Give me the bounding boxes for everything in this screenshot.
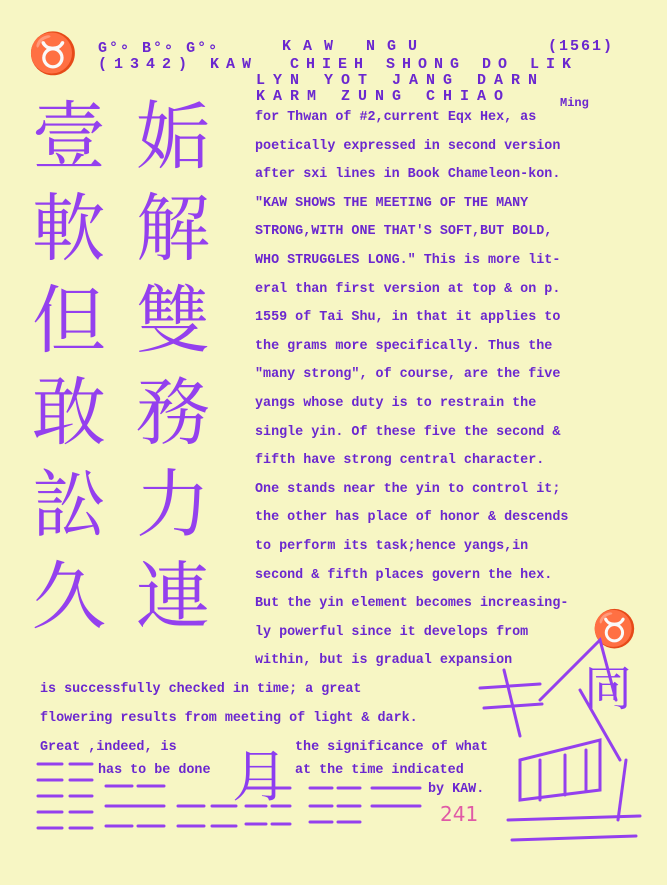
hexagram-sixth	[372, 788, 420, 806]
hexagram-fourth	[246, 788, 290, 824]
body-line-6: WHO STRUGGLES LONG." This is more lit-	[255, 253, 561, 268]
chinese-char-right-2: 解	[136, 186, 210, 272]
bottom-line-5: has to be done	[98, 763, 211, 778]
body-line-9: the grams more specifically. Thus the	[255, 338, 553, 354]
body-line-10: "many strong", of course, are the five	[255, 367, 561, 383]
body-line-13: fifth have strong central character.	[255, 453, 545, 469]
taurus-symbol-top: ♉	[28, 31, 78, 77]
ming-word: Ming	[560, 96, 589, 110]
body-line-4: "KAW SHOWS THE MEETING OF THE MANY	[255, 195, 529, 211]
hexagram-third	[178, 806, 236, 826]
body-line-3: after sxi lines in Book Chameleon-kon.	[255, 167, 561, 183]
body-line-2: poetically expressed in second version	[255, 138, 561, 154]
header-page-number: (1561)	[548, 38, 615, 55]
body-line-1: for Thwan of #2,current Eqx Hex, as	[255, 110, 537, 125]
header-line-2: (1342) KAW CHIEH SHONG DO LIK	[98, 56, 579, 73]
bottom-line-4: the significance of what	[295, 740, 488, 755]
header-line-3: LYN YOT JANG DARN	[256, 72, 546, 89]
body-line-20: within, but is gradual expansion	[255, 653, 513, 669]
chinese-char-left-4: 敢	[32, 370, 106, 456]
chinese-char-left-3: 但	[32, 278, 106, 364]
body-line-16: to perform its task;hence yangs,in	[255, 539, 529, 554]
taurus-symbol-right: ♉	[592, 609, 637, 650]
hexagram-second	[106, 786, 164, 826]
bottom-line-6: at the time indicated	[295, 763, 464, 778]
header-line-4: KARM ZUNG CHIAO	[256, 88, 512, 105]
chinese-char-left-2: 軟	[32, 186, 106, 272]
hand-char-tong: 同	[584, 661, 633, 717]
body-line-15: the other has place of honor & descends	[255, 510, 569, 526]
chinese-char-right-3: 雙	[136, 278, 210, 364]
header-gbg: G°∘ B°∘ G°∘	[98, 40, 220, 57]
body-line-19: ly powerful since it develops from	[255, 624, 529, 640]
bottom-line-2: flowering results from meeting of light & dark.	[40, 711, 418, 726]
header-title: KAW NGU	[282, 38, 430, 55]
signature-number: 241	[440, 802, 479, 826]
bottom-line-3: Great ,indeed, is	[40, 740, 177, 755]
chinese-char-right-6: 連	[136, 554, 210, 640]
chinese-char-left-1: 壹	[32, 94, 106, 180]
hexagram-left	[38, 764, 92, 828]
body-line-5: STRONG,WITH ONE THAT'S SOFT,BUT BOLD,	[255, 224, 553, 240]
bottom-line-7: by KAW.	[428, 782, 485, 797]
hand-char-moon: 月	[232, 745, 288, 810]
chinese-char-right-4: 務	[136, 370, 210, 456]
body-line-8: 1559 of Tai Shu, in that it applies to	[255, 310, 561, 326]
ideograph-sketch	[480, 640, 640, 840]
chinese-char-left-6: 久	[32, 554, 106, 640]
bottom-line-1: is successfully checked in time; a great	[40, 682, 362, 697]
chinese-char-right-5: 力	[136, 462, 210, 548]
body-line-18: But the yin element becomes increasing-	[255, 596, 569, 612]
chinese-char-left-5: 訟	[32, 462, 106, 548]
hexagram-fifth	[310, 788, 360, 822]
body-line-11: yangs whose duty is to restrain the	[255, 396, 537, 411]
body-line-12: single yin. Of these five the second &	[255, 424, 561, 440]
body-line-14: One stands near the yin to control it;	[255, 481, 561, 497]
body-line-7: eral than first version at top & on p.	[255, 281, 561, 297]
chinese-char-right-1: 姤	[136, 94, 210, 180]
body-line-17: second & fifth places govern the hex.	[255, 567, 553, 583]
